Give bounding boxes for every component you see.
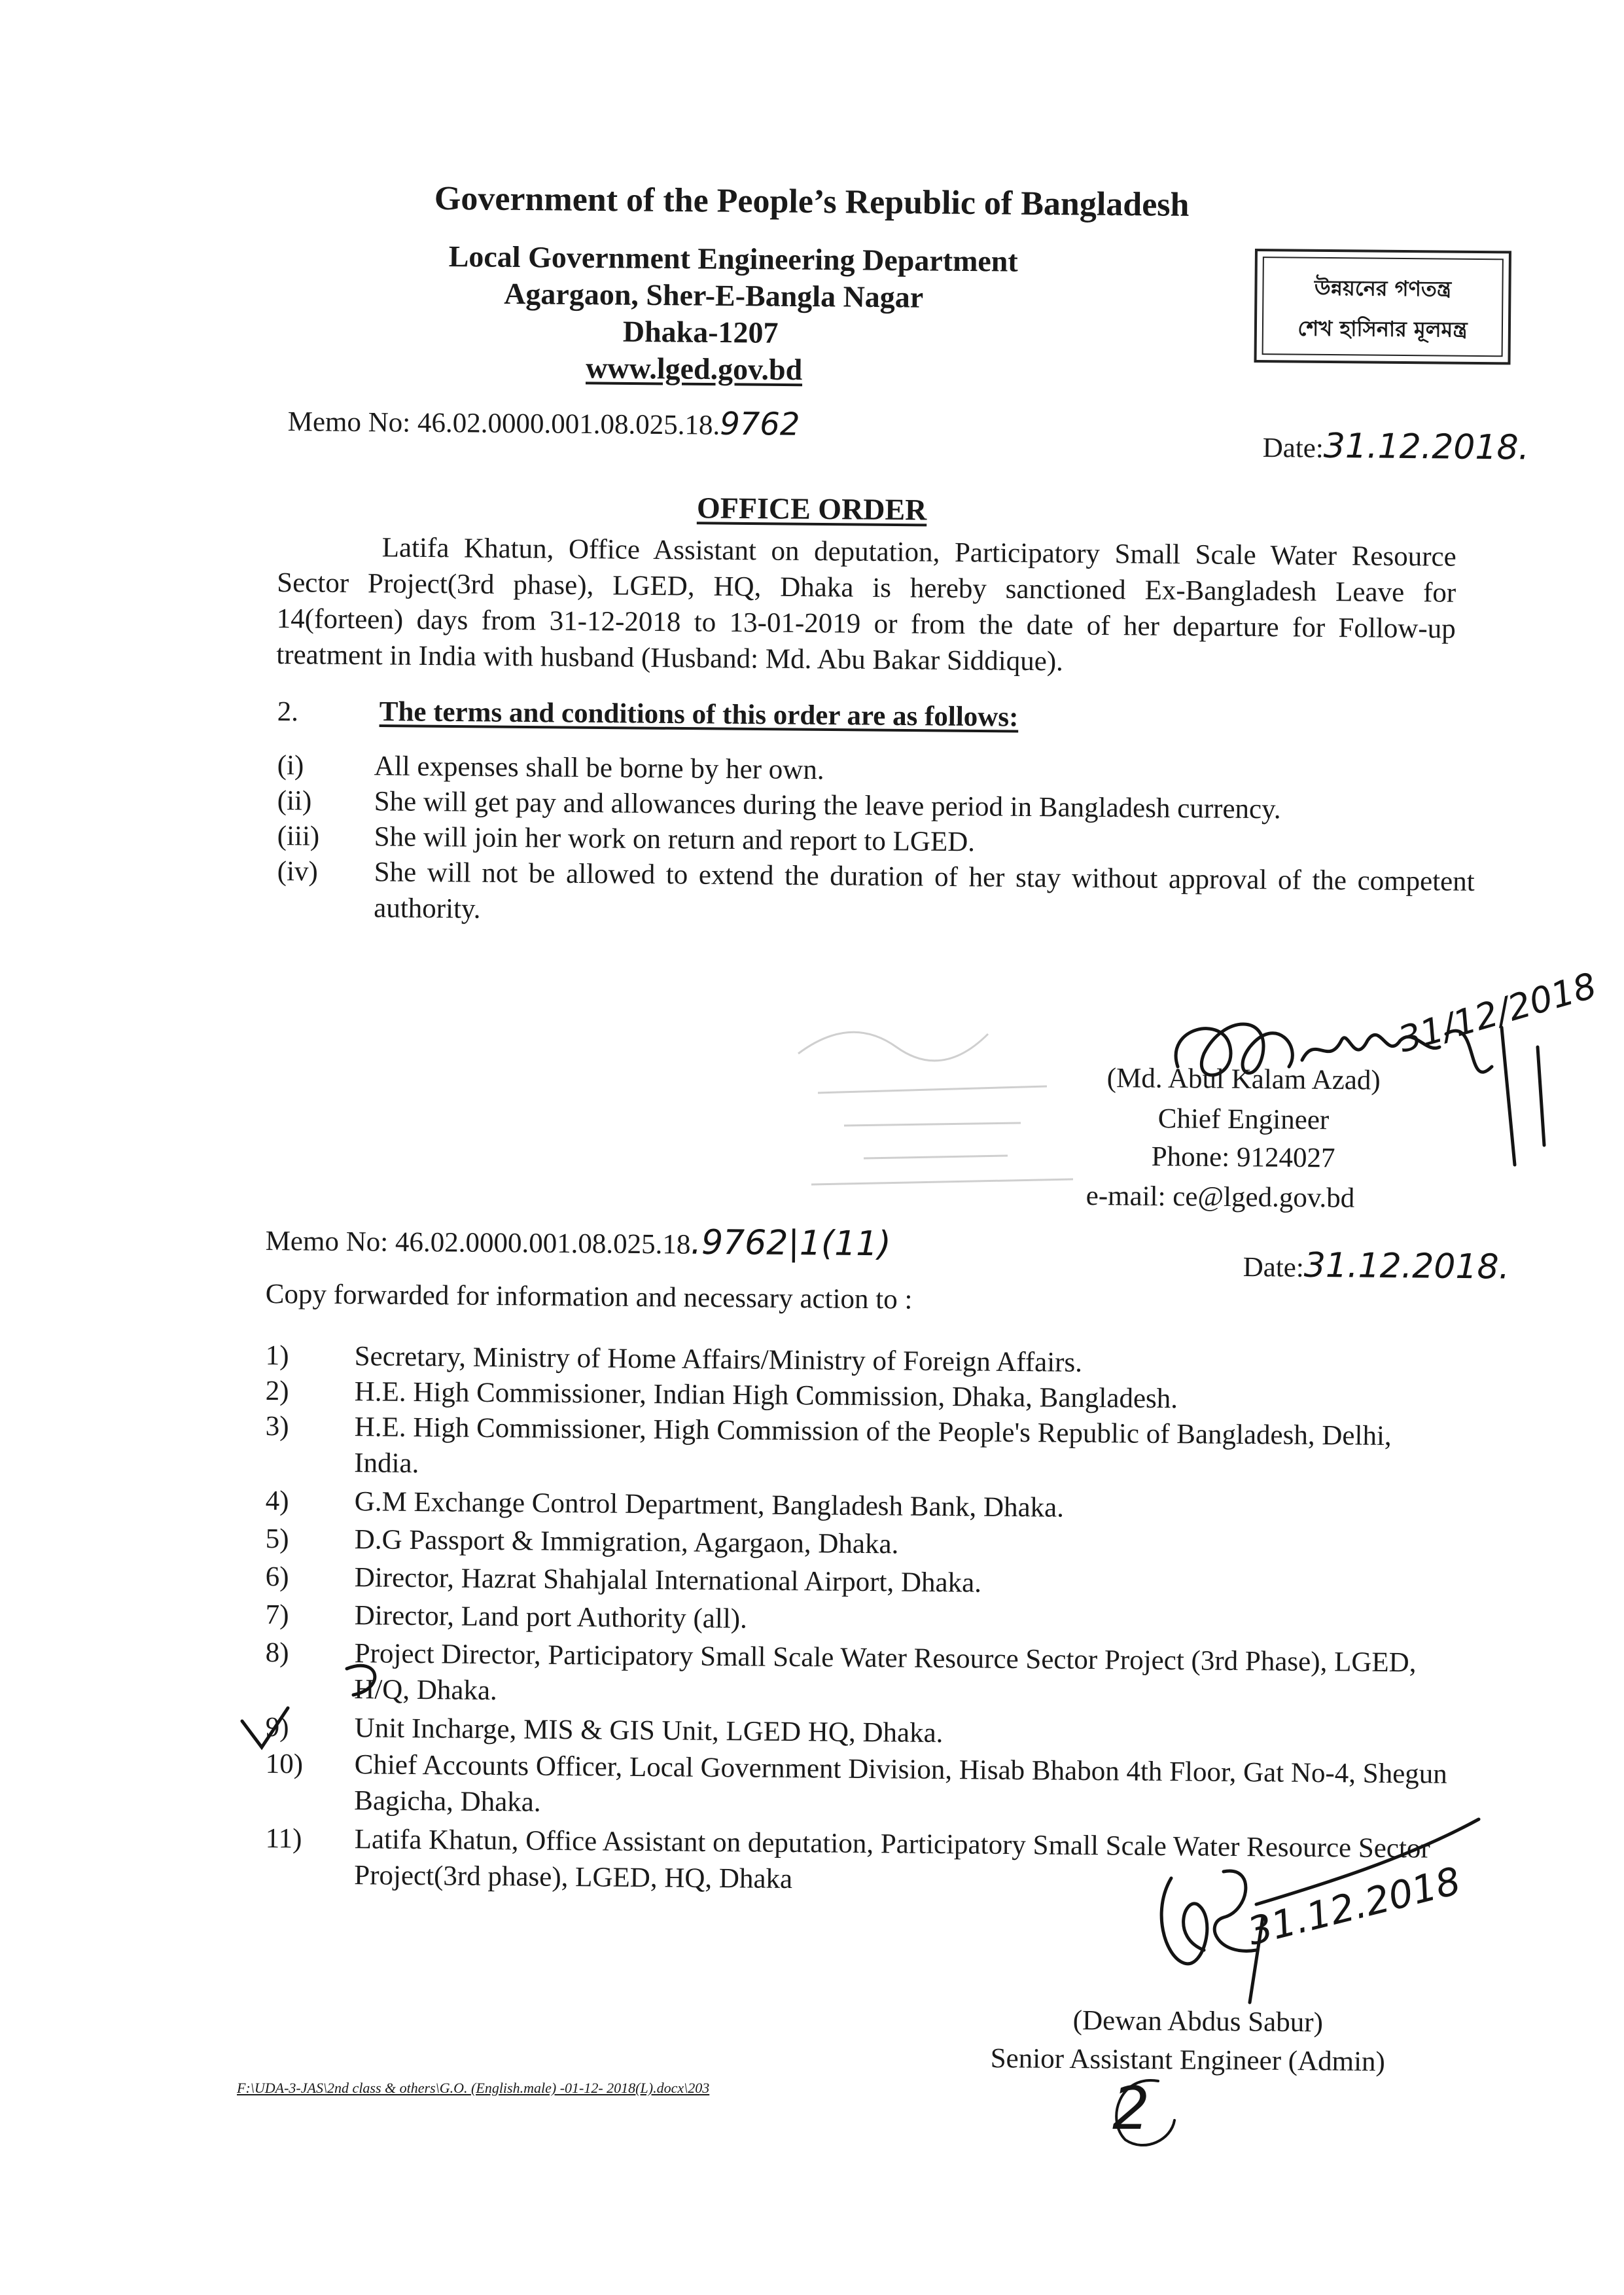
letterhead-government: Government of the People’s Republic of Bangladesh <box>434 179 1190 224</box>
slogan-line-2: শেখ হাসিনার মূলমন্ত্র <box>1297 315 1468 342</box>
recipient-text: Chief Accounts Officer, Local Government Division, Hisab Bhabon 4th Floor, Gat No-4, Shegun Bagicha, Dhaka. <box>354 1749 1447 1818</box>
recipient-text: D.G Passport & Immigration, Agargaon, Dhaka. <box>354 1524 899 1560</box>
terms-heading: The terms and conditions of this order are as follows: <box>379 696 1019 733</box>
recipient-number: 7) <box>265 1599 289 1631</box>
slogan-line-1: উন্নয়নের গণতন্ত্র <box>1314 275 1452 302</box>
recipient-number: 4) <box>265 1485 289 1517</box>
condition-item <box>277 853 1475 936</box>
memo-label: Memo No: 46.02.0000.001.08.025.18 <box>265 1225 691 1260</box>
handwritten-tick-mark <box>229 1649 386 1754</box>
recipient-number: 11) <box>265 1823 302 1855</box>
letterhead-address: Agargaon, Sher-E-Bangla Nagar <box>503 277 924 314</box>
recipient-item <box>265 1408 1463 1491</box>
recipient-text: Unit Incharge, MIS & GIS Unit, LGED HQ, Dhaka. <box>354 1713 944 1749</box>
recipient-number: 9) <box>265 1711 289 1743</box>
recipient-text: Project Director, Participatory Small Scale Water Resource Sector Project (3rd Phase), LGED, H/Q, Dhaka. <box>354 1638 1417 1707</box>
condition-text: All expenses shall be borne by her own. <box>374 751 824 786</box>
recipient-number: 5) <box>265 1523 289 1555</box>
faded-stamp-impression <box>772 995 1112 1191</box>
recipient-text: Latifa Khatun, Office Assistant on deputation, Participatory Small Scale Water Resource Sector Project(3rd phase), LGED, HQ, Dhaka <box>354 1824 1430 1895</box>
recipient-number: 8) <box>265 1637 289 1669</box>
recipient-item <box>265 1635 1463 1717</box>
date-label: Date: <box>1262 432 1324 464</box>
signatory-name: (Dewan Abdus Sabur) <box>1072 2004 1324 2038</box>
signatory-name: (Md. Abul Kalam Azad) <box>1106 1062 1381 1096</box>
condition-number: (iii) <box>277 820 320 852</box>
condition-text: She will get pay and allowances during the leave period in Bangladesh currency. <box>374 786 1281 825</box>
condition-number: (ii) <box>277 785 312 817</box>
document-title: OFFICE ORDER <box>696 491 927 527</box>
memo-handwritten-number: 9762 <box>720 405 800 443</box>
signatory-title: Senior Assistant Engineer (Admin) <box>990 2042 1386 2078</box>
memo-label: Memo No: 46.02.0000.001.08.025.18. <box>287 406 720 441</box>
letterhead-website[interactable]: www.lged.gov.bd <box>585 351 803 387</box>
order-paragraph: Latifa Khatun, Office Assistant on deputation, Participatory Small Scale Water Resource Sector Project(3rd phase), LGED, HQ, Dhaka is hereby sanctioned Ex-Bangladesh Leave for 14(forteen) days from 31-12-2018 to 13-01-2019 or from the date of her departure for Follow-up treatment in India with husband (Husband: Md. Abu Bakar Siddique). <box>276 532 1456 677</box>
signatory-title: Chief Engineer <box>1157 1103 1330 1136</box>
handwritten-initial: 2 <box>1112 2074 1150 2143</box>
date-handwritten: 31.12.2018. <box>1303 1245 1510 1287</box>
section-number: 2. <box>277 696 299 728</box>
order-date <box>1262 424 1529 470</box>
slogan-box <box>1254 249 1511 365</box>
signature-date: 31/12/2018 <box>1394 965 1601 1061</box>
recipient-text: Director, Hazrat Shahjalal International Airport, Dhaka. <box>354 1562 982 1599</box>
condition-number: (i) <box>277 749 304 781</box>
recipient-text: H.E. High Commissioner, Indian High Commission, Dhaka, Bangladesh. <box>354 1376 1178 1415</box>
letterhead-department: Local Government Engineering Department <box>448 240 1018 278</box>
recipient-number: 2) <box>265 1375 289 1407</box>
recipient-text: G.M Exchange Control Department, Bangladesh Bank, Dhaka. <box>354 1486 1065 1523</box>
recipient-number: 6) <box>265 1561 289 1593</box>
condition-number: (iv) <box>277 855 319 887</box>
date-handwritten: 31.12.2018. <box>1323 426 1530 468</box>
letterhead-city: Dhaka-1207 <box>622 314 779 349</box>
copy-forwarded-heading: Copy forwarded for information and necessary action to : <box>265 1278 913 1315</box>
initial-circle-mark <box>1099 2068 1184 2153</box>
copy-memo-number <box>265 1217 891 1266</box>
recipient-number: 3) <box>265 1410 289 1442</box>
signatory-phone: Phone: 9124027 <box>1151 1141 1335 1174</box>
condition-text: She will not be allowed to extend the duration of her stay without approval of the competent authority. <box>374 857 1475 925</box>
signatory-email[interactable]: e-mail: ce@lged.gov.bd <box>1086 1180 1355 1214</box>
recipient-number: 10) <box>265 1748 304 1780</box>
recipient-number: 1) <box>265 1340 289 1372</box>
condition-text: She will join her work on return and report to LGED. <box>374 821 976 858</box>
recipient-text: Director, Land port Authority (all). <box>354 1600 748 1635</box>
copy-date <box>1243 1243 1509 1289</box>
footer-file-path: F:\UDA-3-JAS\2nd class & others\G.O. (English.male) -01-12- 2018(L).docx\203 <box>237 2080 710 2096</box>
memo-number <box>287 400 800 445</box>
recipient-text: Secretary, Ministry of Home Affairs/Ministry of Foreign Affairs. <box>354 1341 1083 1378</box>
date-label: Date: <box>1243 1251 1305 1283</box>
recipient-text: H.E. High Commissioner, High Commission of the People's Republic of Bangladesh, Delhi, India. <box>354 1412 1392 1480</box>
memo-handwritten-number: .9762|1(11) <box>690 1222 891 1264</box>
signature-date: 31.12.2018 <box>1243 1858 1465 1954</box>
